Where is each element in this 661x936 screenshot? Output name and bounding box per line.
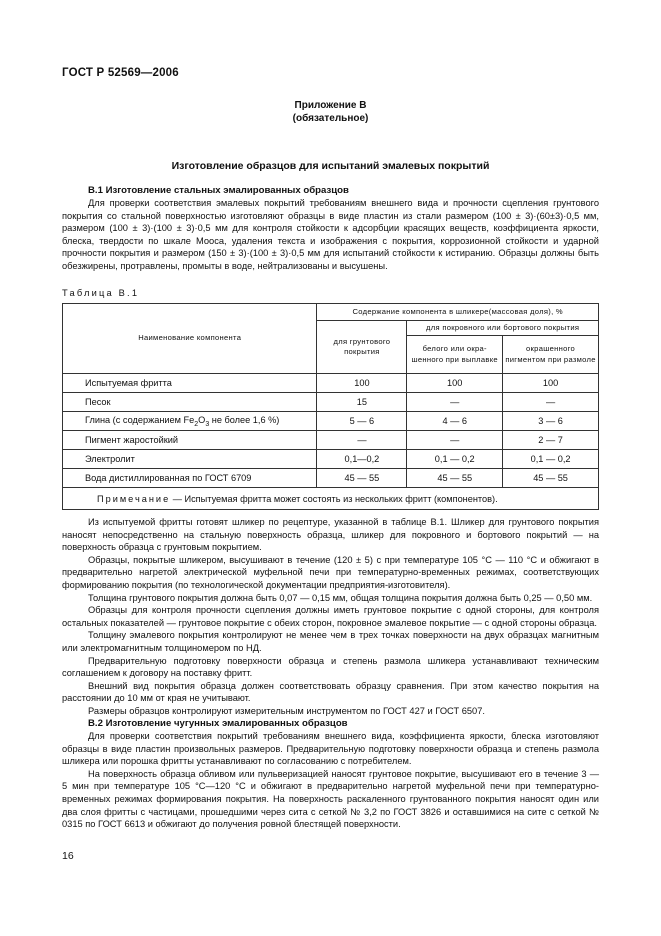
cell-ground: 100 — [317, 374, 407, 393]
cell-name: Вода дистиллированная по ГОСТ 6709 — [63, 469, 317, 488]
paragraph: Для проверки соответствия покрытий требованиям внешнего вида, коэффициента яркости, блеска изготовляют образцы в виде пластин произвольных размеров. Предварительную подготовку поверхности образца и степень размола шликера или порошка фритты устанавливают по согласованию с потребителем. — [62, 731, 599, 767]
table-row — [63, 412, 599, 431]
document-header: ГОСТ Р 52569—2006 — [62, 67, 179, 79]
appendix-status: (обязательное) — [292, 113, 369, 124]
subscript: 3 — [205, 420, 210, 428]
column-header-pigment: окрашенного пигментом при размоле — [503, 336, 599, 374]
table-caption: Таблица В.1 — [62, 288, 140, 298]
cell-pigment: 0,1 — 0,2 — [503, 450, 599, 469]
cell-white: 4 — 6 — [407, 412, 503, 431]
table-row — [63, 393, 599, 412]
cell-ground: 15 — [317, 393, 407, 412]
section-b1-text — [62, 197, 599, 273]
note-text: — Испытуемая фритта может состоять из нескольких фритт (компонентов). — [170, 493, 498, 504]
paragraph: Размеры образцов контролируют измерительным инструментом по ГОСТ 427 и ГОСТ 6507. — [88, 705, 485, 716]
cell-name: Испытуемая фритта — [63, 374, 317, 393]
paragraph: Образцы, покрытые шликером, высушивают в течение (120 ± 5) с при температуре 105 °С — 110 °С и обжигают в предварительно нагретой электрической муфельной печи при температурно-временных режимах, соответствующих формированию покрытия (по технологической документации предприятия-изготовителя). — [62, 554, 599, 590]
name-part: Глина (с содержанием Fe — [85, 414, 195, 425]
table-row — [63, 374, 599, 393]
cell-ground: — — [317, 431, 407, 450]
table-row — [63, 469, 599, 488]
cell-white: 0,1 — 0,2 — [407, 450, 503, 469]
name-part: не более 1,6 %) — [209, 414, 280, 425]
cell-pigment: 45 — 55 — [503, 469, 599, 488]
cell-name: Электролит — [63, 450, 317, 469]
paragraph: Из испытуемой фритты готовят шликер по рецептуре, указанной в таблице В.1. Шликер для грунтового покрытия наносят непосредственно на стальную поверхность образца, шликер для покровного и бортового покрытий — на поверхность образца с грунтовым покрытием. — [62, 517, 599, 553]
cell-name — [63, 412, 317, 431]
section-b1-heading: В.1 Изготовление стальных эмалированных образцов — [88, 185, 349, 196]
column-header-cover: для покровного или бортового покрытия — [407, 321, 599, 336]
subscript: 2 — [194, 420, 199, 428]
paragraph: Предварительную подготовку поверхности образца и степень размола шликера устанавливают техническим соглашением к договору на поставку фритт. — [62, 655, 599, 679]
section-b2-heading: В.2 Изготовление чугунных эмалированных образцов — [88, 717, 348, 729]
body-text — [62, 516, 599, 831]
column-header-ground: для грунтового покрытия — [317, 321, 407, 374]
column-header-name: Наименование компонента — [63, 304, 317, 374]
doc-title: Изготовление образцов для испытаний эмалевых покрытий — [171, 160, 490, 172]
cell-pigment: 3 — 6 — [503, 412, 599, 431]
table-note — [63, 488, 599, 510]
appendix-title: Приложение В — [294, 100, 367, 111]
paragraph: Образцы для контроля прочности сцепления должны иметь грунтовое покрытие с одной стороны, для контроля остальных показателей — грунтовое покрытие с обеих сторон, покровное эмалевое покрытие — с одной стороны образца. — [62, 605, 599, 628]
paragraph: Толщину эмалевого покрытия контролируют не менее чем в трех точках поверхности на двух образцах магнитным или электромагнитным толщиномером по НД. — [62, 630, 599, 653]
cell-pigment: 100 — [503, 374, 599, 393]
column-header-content: Содержание компонента в шликере(массовая доля), % — [317, 304, 599, 321]
components-table — [62, 303, 599, 510]
table-row — [63, 431, 599, 450]
column-header-white: белого или окра-шенного при выплавке — [407, 336, 503, 374]
paragraph: Для проверки соответствия эмалевых покрытий требованиям внешнего вида и прочности сцепления грунтового покрытия со стальной поверхностью изготовляют образцы в виде пластин из стали размером (100 ± 3)·(60±3)·0,5 мм, размером (100 ± 3)·(100 ± 3)·0,5 мм для контроля стойкости к адсорбции красящих веществ, коэффициента яркости, блеска, твердости по шкале Мооса, удаления текста и изображения с покрытия, коррозионной стойкости и ударной прочности покрытия и размером (150 ± 3)·(100 ± 3)·0,5 мм для испытаний стойкости к истиранию. Образцы должны быть обезжирены, протравлены, промыты в воде, нейтрализованы и высушены. — [62, 198, 599, 271]
name-part: O — [198, 414, 206, 425]
cell-white: — — [407, 431, 503, 450]
paragraph: Внешний вид покрытия образца должен соответствовать образцу сравнения. При этом качество покрытия на расстоянии до 10 мм от края не учитывают. — [62, 680, 599, 704]
cell-white: 100 — [407, 374, 503, 393]
cell-white: 45 — 55 — [407, 469, 503, 488]
table-row — [63, 450, 599, 469]
note-label: Примечание — [97, 493, 171, 504]
cell-ground: 5 — 6 — [317, 412, 407, 431]
cell-name: Пигмент жаростойкий — [63, 431, 317, 450]
cell-name: Песок — [63, 393, 317, 412]
paragraph: На поверхность образца обливом или пульверизацией наносят грунтовое покрытие, высушивают его в течение 3 — 5 мин при температуре 105 °С—120 °С и обжигают в предварительно нагретой муфельной печи при температурно-временных режимах формирования покрытия. На поверхность раскаленного грунтованного покрытия наносят один или два слоя фритты с частицами, прошедшими через сита с сеткой № 3,2 по ГОСТ 3826 и оставшимися на сите с сеткой № 0315 по ГОСТ 6613 и обжигают до получения ровной блестящей поверхности. — [62, 768, 599, 830]
page-number: 16 — [62, 850, 74, 862]
cell-white: — — [407, 393, 503, 412]
cell-ground: 45 — 55 — [317, 469, 407, 488]
cell-pigment: — — [503, 393, 599, 412]
cell-pigment: 2 — 7 — [503, 431, 599, 450]
paragraph: Толщина грунтового покрытия должна быть 0,07 — 0,15 мм, общая толщина покрытия должна быть 0,25 — 0,50 мм. — [88, 592, 593, 603]
cell-ground: 0,1—0,2 — [317, 450, 407, 469]
